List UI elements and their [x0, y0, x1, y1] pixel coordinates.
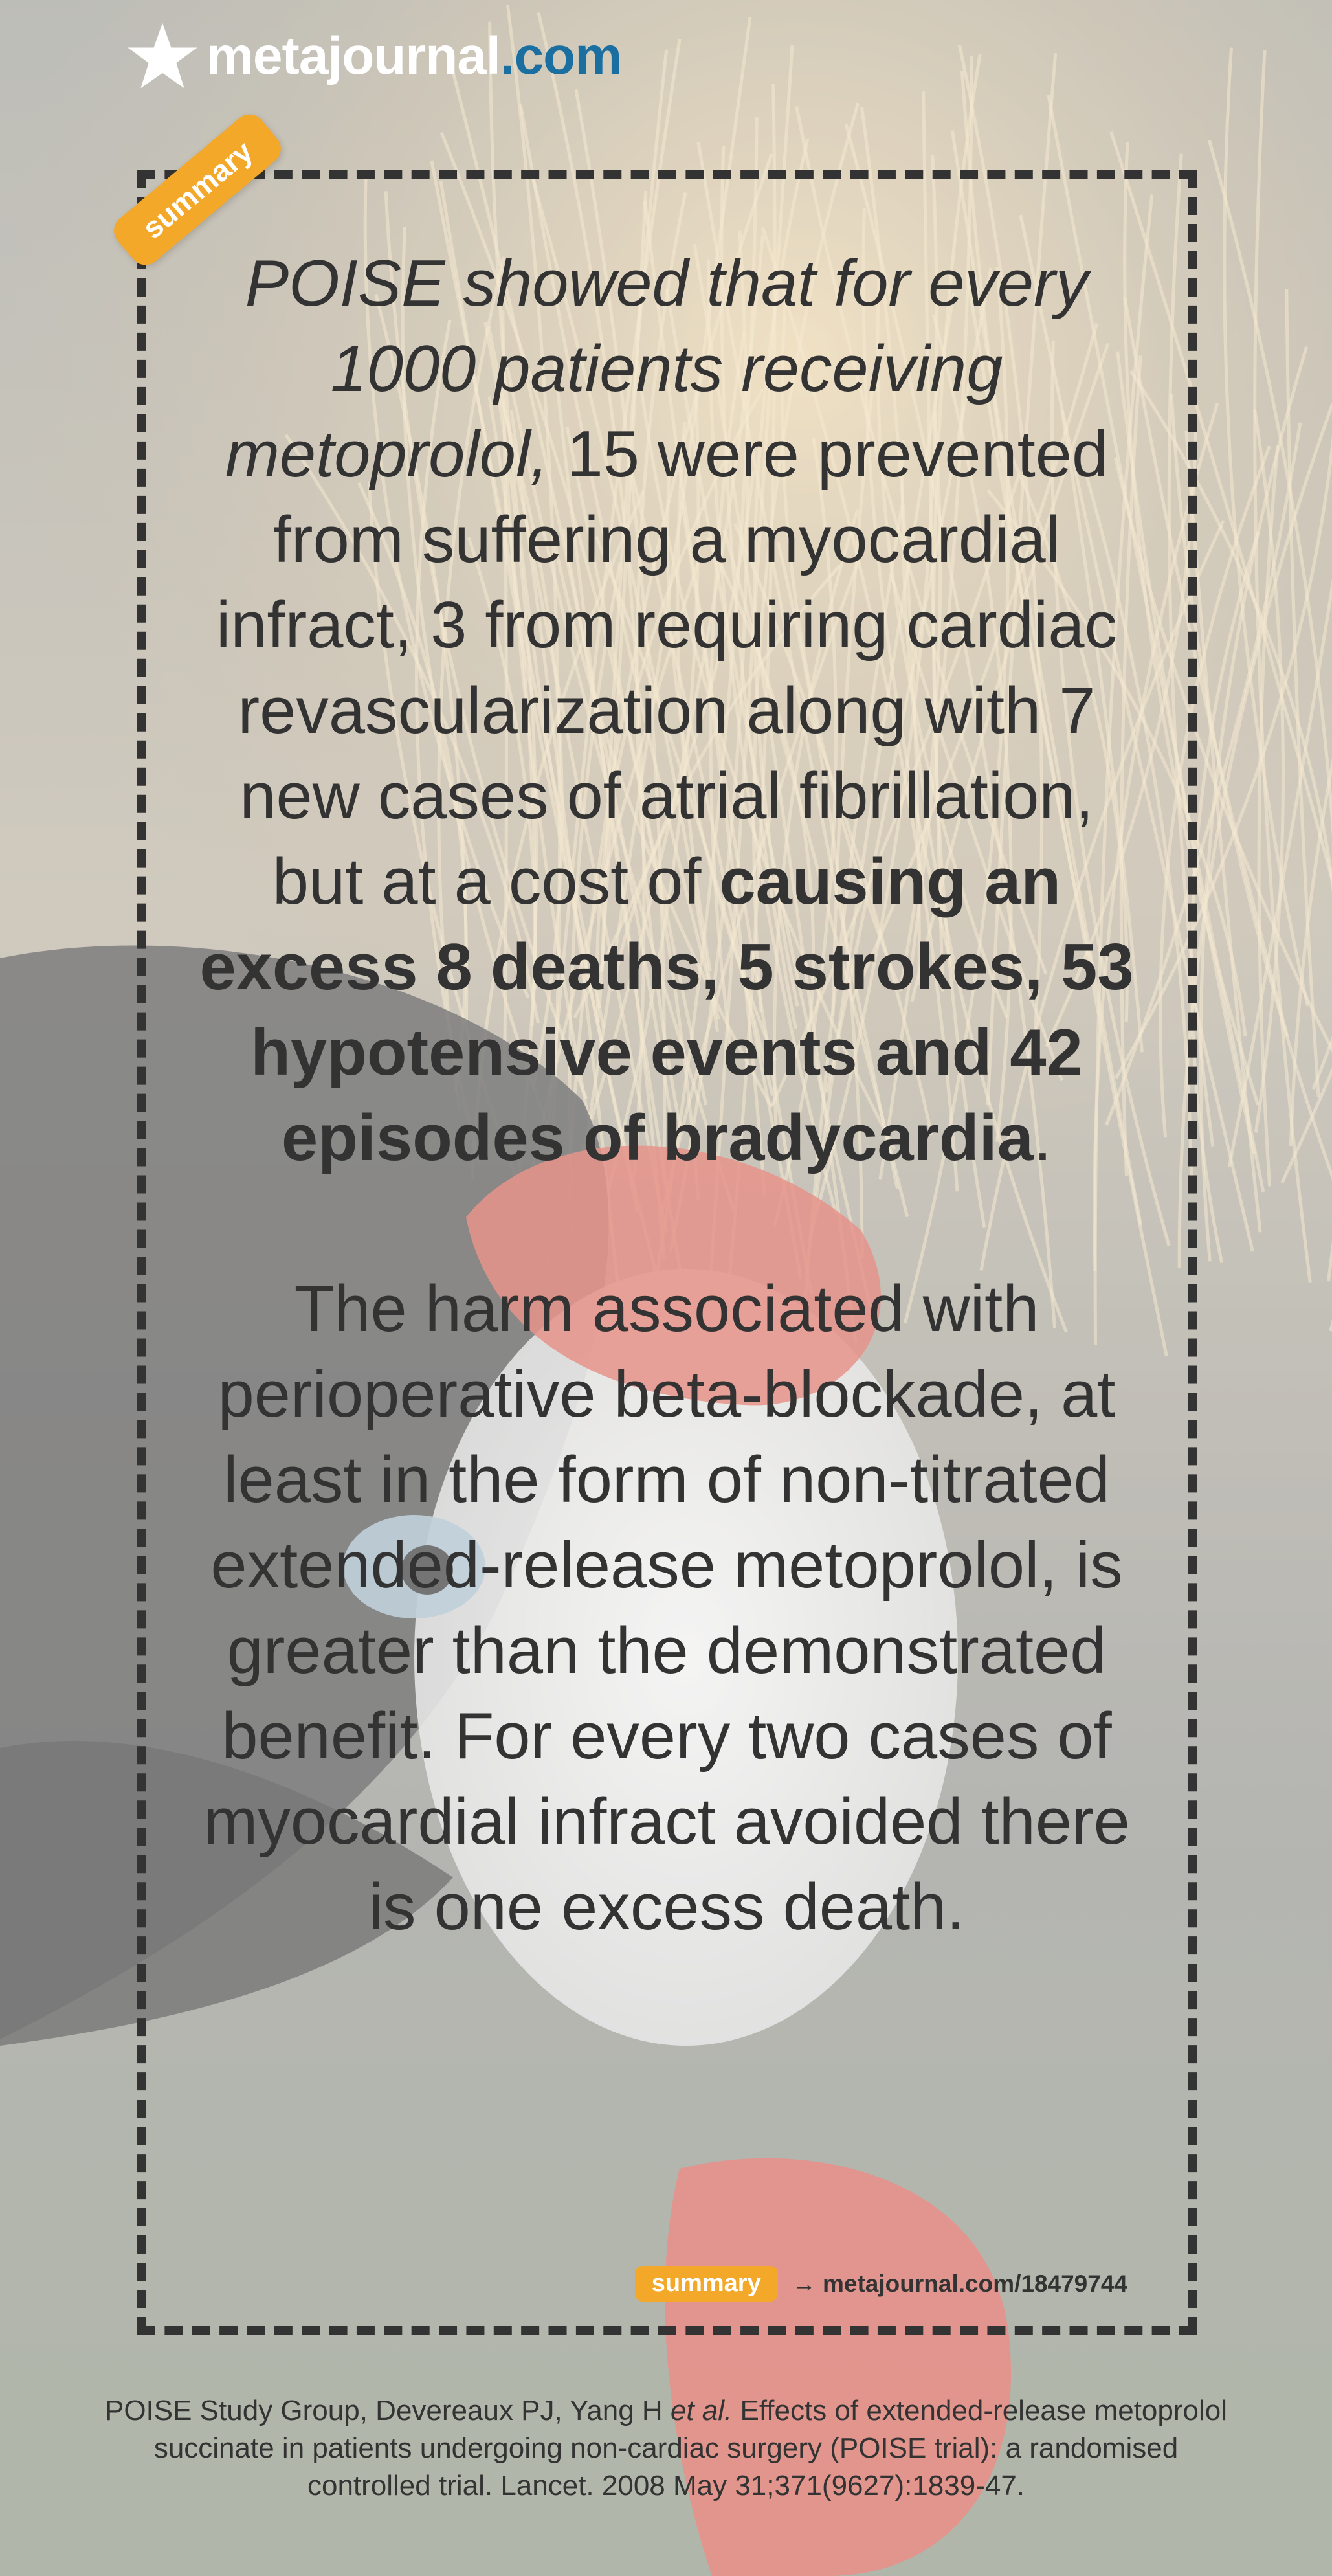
source-url[interactable]: → metajournal.com/18479744 — [792, 2270, 1127, 2297]
body-text: 15 were prevented from suffering a myocardial infract, 3 from requiring cardiac revascularization along with 7 new cases of atrial fibrillation, but at a cost of — [216, 418, 1118, 918]
logo-tld: .com — [500, 27, 622, 85]
lead-statement: POISE showed that for every 1000 patients receiving metoprolol, — [225, 247, 1089, 491]
citation-authors: POISE Study Group, Devereaux PJ, Yang H — [104, 2395, 671, 2426]
summary-ribbon: summary — [107, 108, 287, 271]
citation-details: Effects of extended-release metoprolol succinate in patients undergoing non-cardiac surgery (POISE trial): a randomised controlled trial. Lancet. 2008 May 31;371(9627):1839-47. — [153, 2395, 1228, 2502]
logo-wordmark — [206, 27, 622, 85]
summary-paragraph-1 — [194, 241, 1139, 1181]
harm-highlight: causing an excess 8 deaths, 5 strokes, 53 hypotensive events and 42 episodes of bradycardia — [199, 846, 1134, 1174]
citation-etal: et al. — [670, 2395, 733, 2426]
summary-paragraph-2: The harm associated with perioperative beta-blockade, at least in the form of non-titrated extended-release metoprolol, is greater than the demonstrated benefit. For every two cases of myocardial infract avoided there is one excess death. — [203, 1273, 1130, 1943]
logo-name: metajournal — [206, 27, 500, 85]
summary-pill: summary — [635, 2266, 778, 2302]
star-icon — [126, 20, 199, 93]
site-logo[interactable] — [126, 14, 621, 98]
citation — [97, 2392, 1235, 2505]
summary-source-link[interactable] — [635, 2266, 1127, 2302]
summary-content — [194, 241, 1139, 1950]
body-end: . — [1033, 1102, 1052, 1174]
